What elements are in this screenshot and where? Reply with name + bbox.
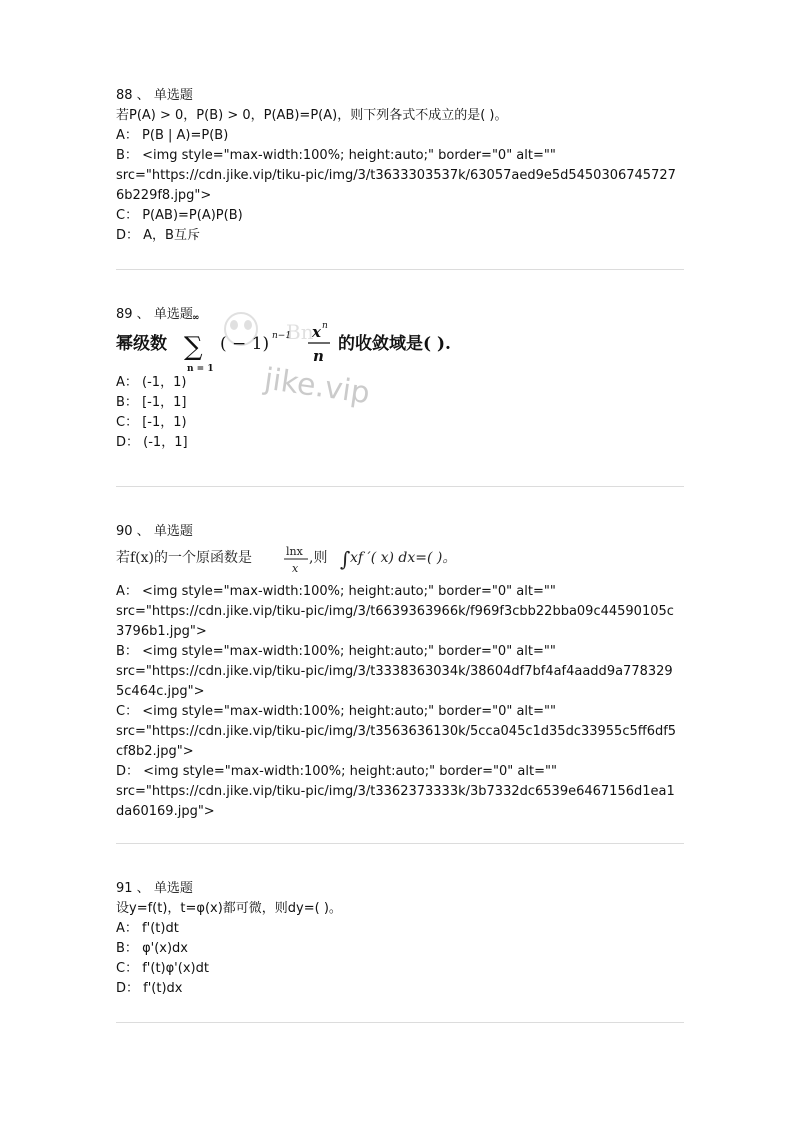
- option-c[interactable]: [116, 702, 686, 762]
- option-text-cont: 5c464c.jpg">: [116, 684, 205, 699]
- option-b[interactable]: [116, 939, 686, 959]
- option-c[interactable]: [116, 959, 686, 979]
- formula-exponent: n−1: [272, 331, 292, 341]
- option-text-cont: 6b229f8.jpg">: [116, 188, 212, 203]
- question-stem: 设y=f(t)，t=φ(x)都可微，则dy=( )。: [116, 901, 342, 916]
- option-text: P(B | A)=P(B): [142, 128, 229, 143]
- option-text: <img style="max-width:100%; height:auto;" border="0" alt="": [142, 584, 556, 599]
- option-text: f'(t)φ'(x)dt: [142, 961, 209, 976]
- option-a[interactable]: [116, 919, 686, 939]
- integral-formula-image: [116, 542, 496, 582]
- option-text-cont: src="https://cdn.jike.vip/tiku-pic/img/3/t3563636130k/5cca045c1d35dc33955c5ff6df5: [116, 724, 677, 739]
- option-text: A，B互斥: [143, 228, 200, 243]
- option-text: (-1，1]: [143, 435, 188, 450]
- option-text: (-1，1): [142, 375, 187, 390]
- formula-integrand: xf ′( x) dx=( )。: [350, 550, 457, 566]
- option-text-cont: src="https://cdn.jike.vip/tiku-pic/img/3/t6639363966k/f969f3cbb22bba09c44590105c: [116, 604, 674, 619]
- divider: [116, 843, 684, 844]
- option-text-cont: src="https://cdn.jike.vip/tiku-pic/img/3/t3362373333k/3b7332dc6539e6467156d1ea1: [116, 784, 675, 799]
- question-number: 90: [116, 524, 133, 539]
- sigma-symbol: ∑: [184, 332, 203, 362]
- sigma-upper: ∞: [192, 313, 200, 323]
- option-text: P(AB)=P(A)P(B): [142, 208, 243, 223]
- option-d[interactable]: [116, 433, 686, 453]
- option-text: [-1，1): [142, 415, 187, 430]
- option-label: A：: [116, 375, 138, 390]
- option-text-cont: 3796b1.jpg">: [116, 624, 207, 639]
- option-text-cont: src="https://cdn.jike.vip/tiku-pic/img/3/t3338363034k/38604df7bf4af4aadd9a778329: [116, 664, 673, 679]
- option-label: A：: [116, 128, 138, 143]
- option-label: C：: [116, 704, 139, 719]
- option-text: <img style="max-width:100%; height:auto;" border="0" alt="": [142, 704, 556, 719]
- option-text-cont: cf8b2.jpg">: [116, 744, 194, 759]
- question-89: [116, 305, 686, 453]
- option-text-cont: src="https://cdn.jike.vip/tiku-pic/img/3/t3633303537k/63057aed9e5d5450306745727: [116, 168, 676, 183]
- option-text: <img style="max-width:100%; height:auto;" border="0" alt="": [142, 644, 556, 659]
- question-91: [116, 879, 686, 999]
- question-90: [116, 522, 686, 822]
- fraction-numerator: lnx: [286, 545, 303, 558]
- divider: [116, 486, 684, 487]
- divider: [116, 1022, 684, 1023]
- question-number: 89: [116, 307, 133, 322]
- option-c[interactable]: [116, 206, 686, 226]
- question-separator: 、: [132, 881, 154, 896]
- option-text: <img style="max-width:100%; height:auto;" border="0" alt="": [143, 764, 557, 779]
- option-d[interactable]: [116, 979, 686, 999]
- option-a[interactable]: [116, 373, 686, 393]
- option-text: f'(t)dt: [142, 921, 179, 936]
- formula-suffix: 的收敛域是( ).: [338, 334, 451, 354]
- option-c[interactable]: [116, 413, 686, 433]
- option-label: B：: [116, 644, 138, 659]
- numerator-exponent: n: [322, 321, 328, 331]
- option-b[interactable]: [116, 393, 686, 413]
- formula-prefix: 幂级数: [116, 334, 167, 354]
- option-label: D：: [116, 228, 140, 243]
- question-stem-image: [116, 542, 686, 582]
- question-separator: 、: [132, 524, 154, 539]
- option-text: [-1，1]: [142, 395, 187, 410]
- option-b[interactable]: [116, 146, 686, 206]
- option-label: B：: [116, 941, 138, 956]
- fraction-denominator: x: [292, 562, 299, 575]
- watermark-text: Bn: [286, 320, 314, 344]
- option-text: φ'(x)dx: [142, 941, 188, 956]
- option-d[interactable]: [116, 762, 686, 822]
- option-label: A：: [116, 584, 138, 599]
- option-label: C：: [116, 415, 139, 430]
- option-label: D：: [116, 764, 140, 779]
- question-type: 单选题: [153, 307, 193, 322]
- series-formula-image: [116, 311, 586, 373]
- watermark-site-text: jike.vip: [262, 361, 373, 412]
- question-number: 91: [116, 881, 133, 896]
- option-d[interactable]: [116, 226, 686, 246]
- fraction-numerator: x: [312, 323, 321, 341]
- question-stem: 若P(A) > 0，P(B) > 0，P(AB)=P(A)，则下列各式不成立的是( )。: [116, 108, 508, 123]
- question-88: [116, 86, 686, 246]
- option-b[interactable]: [116, 642, 686, 702]
- formula-term: ( − 1): [220, 334, 270, 354]
- question-separator: 、: [132, 88, 154, 103]
- question-type: 单选题: [153, 524, 193, 539]
- question-separator: 、: [132, 307, 154, 322]
- formula-prefix: 若f(x)的一个原函数是: [116, 550, 253, 566]
- divider: [116, 269, 684, 270]
- option-label: C：: [116, 961, 139, 976]
- question-number: 88: [116, 88, 133, 103]
- integral-symbol: ∫: [340, 547, 351, 571]
- option-label: B：: [116, 395, 138, 410]
- option-label: B：: [116, 148, 138, 163]
- question-header: [116, 879, 686, 899]
- option-label: C：: [116, 208, 139, 223]
- question-type: 单选题: [153, 88, 193, 103]
- option-text: <img style="max-width:100%; height:auto;" border="0" alt="": [142, 148, 556, 163]
- option-a[interactable]: [116, 582, 686, 642]
- question-header: [116, 522, 686, 542]
- question-type: 单选题: [153, 881, 193, 896]
- option-a[interactable]: [116, 126, 686, 146]
- option-label: D：: [116, 435, 140, 450]
- option-text-cont: da60169.jpg">: [116, 804, 215, 819]
- option-label: D：: [116, 981, 140, 996]
- option-label: A：: [116, 921, 138, 936]
- formula-middle: ,则: [309, 550, 328, 566]
- question-header: [116, 86, 686, 106]
- sigma-lower: n = 1: [187, 364, 214, 374]
- option-text: f'(t)dx: [143, 981, 183, 996]
- fraction-denominator: n: [313, 347, 324, 365]
